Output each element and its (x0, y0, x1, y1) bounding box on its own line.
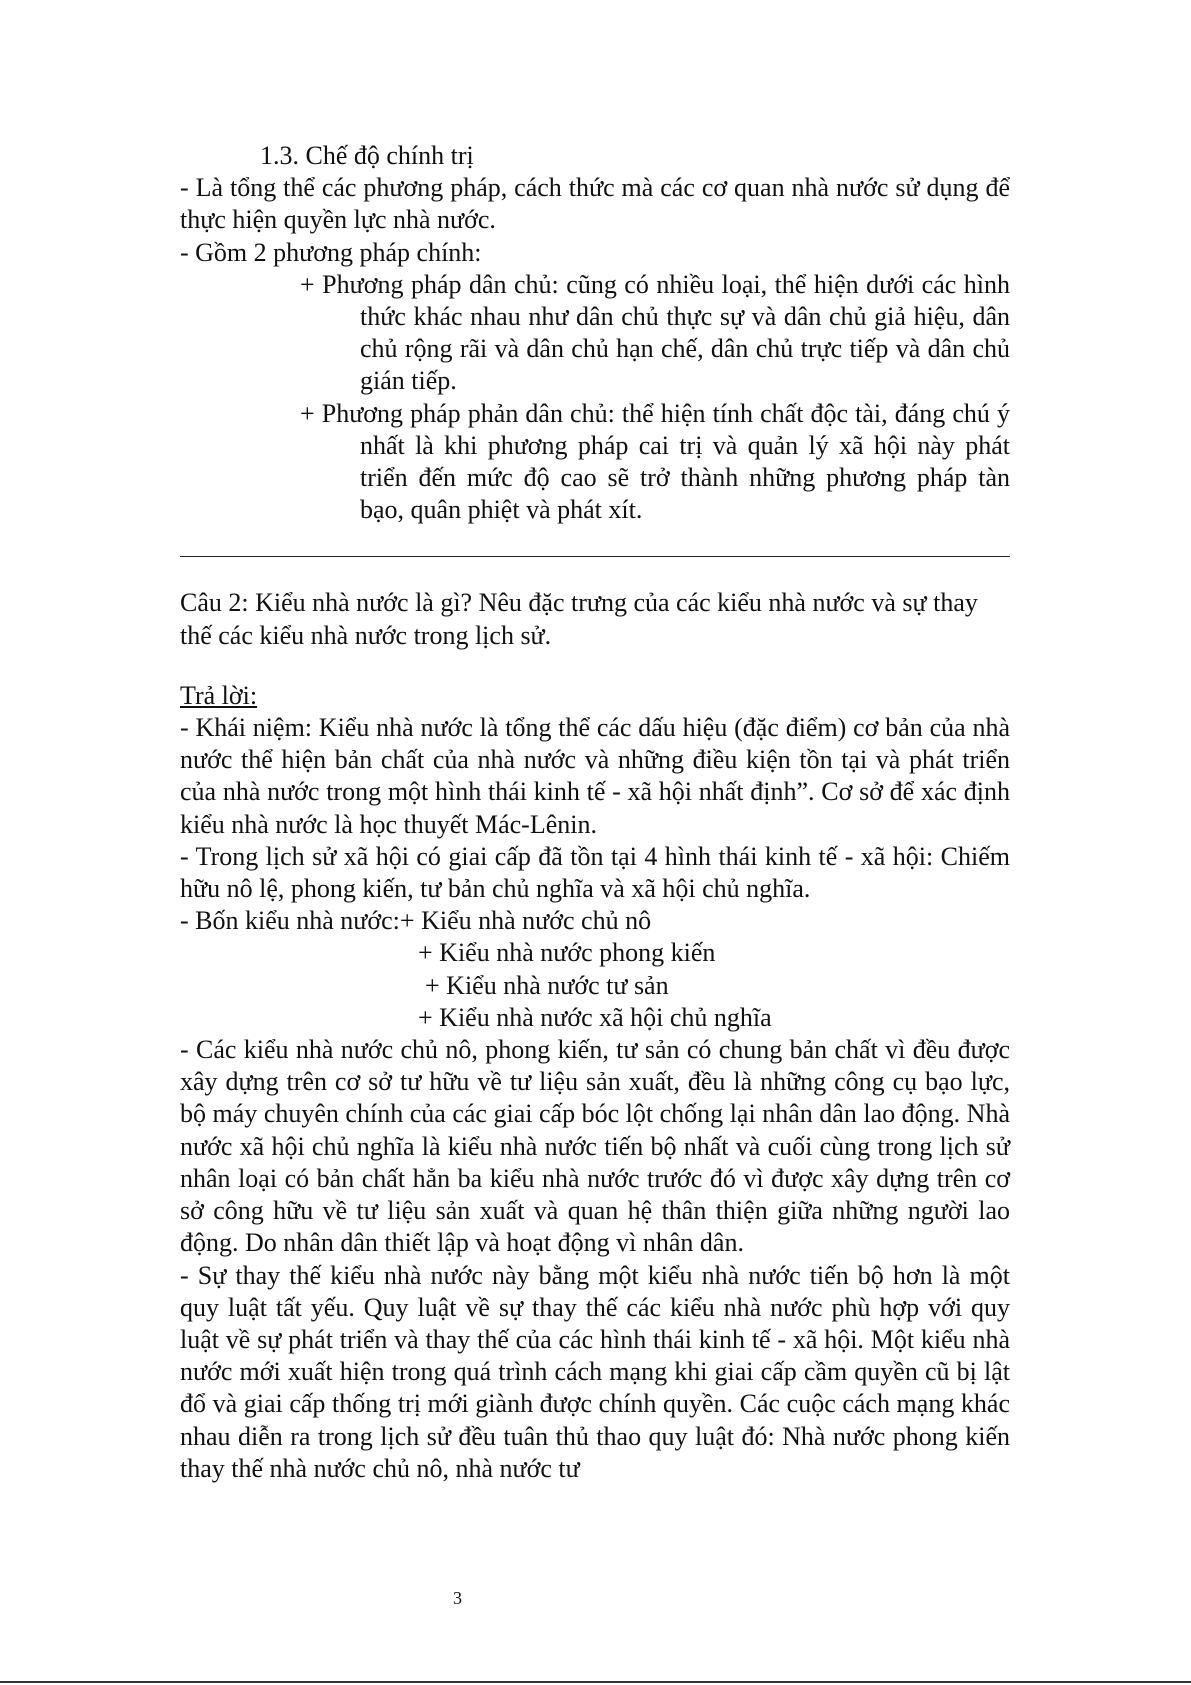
section-definition: - Là tổng thể các phương pháp, cách thức mà các cơ quan nhà nước sử dụng để thực hiện quyền lực nhà nước. (180, 173, 1010, 235)
document-page (180, 140, 1010, 1485)
question-2: Câu 2: Kiểu nhà nước là gì? Nêu đặc trưng của các kiểu nhà nước và sự thay thế các kiểu nhà nước trong lịch sử. (180, 588, 978, 650)
answer-concept: - Khái niệm: Kiểu nhà nước là tổng thể các dấu hiệu (đặc điểm) cơ bản của nhà nước thể hiện bản chất của nhà nước và những điều kiện tồn tại và phát triển của nhà nước trong một hình thái kinh tế - xã hội nhất định”. Cơ sở để xác định kiểu nhà nước là học thuyết Mác-Lênin. (180, 713, 1010, 839)
section-includes: - Gồm 2 phương pháp chính: (180, 237, 482, 267)
answer-label: Trả lời: (180, 680, 258, 710)
state-type-item: + Kiểu nhà nước chủ nô (399, 906, 652, 936)
method-antidemocratic: + Phương pháp phản dân chủ: thể hiện tính chất độc tài, đáng chú ý nhất là khi phương pháp cai trị và quản lý xã hội này phát triển đến mức độ cao sẽ trở thành những phương pháp tàn bạo, quân phiệt và phát xít. (300, 398, 1010, 525)
state-type-item: + Kiểu nhà nước phong kiến (418, 938, 716, 968)
section-heading: 1.3. Chế độ chính trị (260, 141, 474, 170)
state-types-first (180, 905, 1010, 937)
state-type-item: + Kiểu nhà nước xã hội chủ nghĩa (418, 1002, 772, 1032)
bottom-border (0, 1681, 1191, 1683)
answer-nature: - Các kiểu nhà nước chủ nô, phong kiến, tư sản có chung bản chất vì đều được xây dựng trên cơ sở tư hữu về tư liệu sản xuất, đều là những công cụ bạo lực, bộ máy chuyên chính của các giai cấp bóc lột chống lại nhân dân lao động. Nhà nước xã hội chủ nghĩa là kiểu nhà nước tiến bộ nhất và cuối cùng trong lịch sử nhân loại có bản chất hẳn ba kiểu nhà nước trước đó vì được xây dựng trên cơ sở công hữu về tư liệu sản xuất và quan hệ thân thiện giữa những người lao động. Do nhân dân thiết lập và hoạt động vì nhân dân. (180, 1035, 1010, 1258)
answer-replacement: - Sự thay thế kiểu nhà nước này bằng một kiểu nhà nước tiến bộ hơn là một quy luật tất yếu. Quy luật về sự thay thế các kiểu nhà nước phù hợp với quy luật về sự phát triển và thay thế của các hình thái kinh tế - xã hội. Một kiểu nhà nước mới xuất hiện trong quá trình cách mạng khi giai cấp cầm quyền cũ bị lật đổ và giai cấp thống trị mới giành được chính quyền. Các cuộc cách mạng khác nhau diễn ra trong lịch sử đều tuân thủ thao quy luật đó: Nhà nước phong kiến thay thế nhà nước chủ nô, nhà nước tư (180, 1260, 1010, 1483)
method-democratic: + Phương pháp dân chủ: cũng có nhiều loại, thể hiện dưới các hình thức khác nhau như dân chủ thực sự và dân chủ giả hiệu, dân chủ rộng rãi và dân chủ hạn chế, dân chủ trực tiếp và dân chủ gián tiếp. (300, 269, 1010, 396)
section-divider (180, 556, 1010, 557)
state-types-lead: - Bốn kiểu nhà nước: (180, 906, 400, 936)
answer-history: - Trong lịch sử xã hội có giai cấp đã tồn tại 4 hình thái kinh tế - xã hội: Chiếm hữu nô lệ, phong kiến, tư bản chủ nghĩa và xã hội chủ nghĩa. (180, 841, 1010, 904)
page-number: 3 (453, 1588, 462, 1608)
state-type-item: + Kiểu nhà nước tư sản (425, 970, 669, 1000)
